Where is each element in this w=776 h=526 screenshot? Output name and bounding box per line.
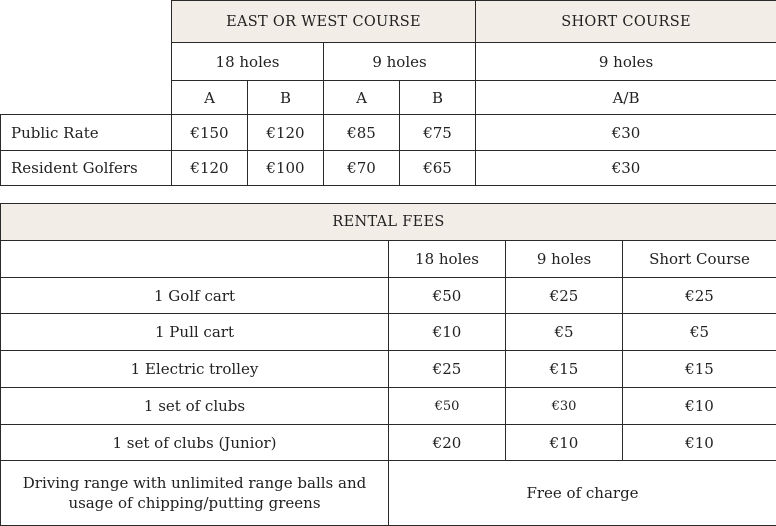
column-header-short-course: Short Course <box>623 241 776 278</box>
driving-range-line-1: Driving range with unlimited range balls and <box>22 474 367 492</box>
table-row <box>1 115 776 151</box>
price-cell: €25 <box>623 278 776 314</box>
price-cell: €120 <box>172 151 248 186</box>
row-label-public-rate: Public Rate <box>1 115 172 151</box>
price-cell: €10 <box>389 314 506 351</box>
price-cell: €10 <box>506 425 623 461</box>
price-cell: €25 <box>506 278 623 314</box>
price-cell: €15 <box>506 351 623 388</box>
price-cell: €120 <box>248 115 324 151</box>
table-row <box>1 151 776 186</box>
price-cell: €30 <box>476 115 776 151</box>
column-header-9-holes: 9 holes <box>506 241 623 278</box>
short-course-header: SHORT COURSE <box>476 1 776 43</box>
price-cell: €85 <box>324 115 400 151</box>
corner-blank <box>1 81 172 115</box>
green-fees-table <box>0 0 776 186</box>
row-label-electric-trolley: 1 Electric trolley <box>1 351 389 388</box>
price-cell: €5 <box>623 314 776 351</box>
price-cell: €75 <box>400 115 476 151</box>
row-label-resident-golfers: Resident Golfers <box>1 151 172 186</box>
row-label-pull-cart: 1 Pull cart <box>1 314 389 351</box>
price-cell: €25 <box>389 351 506 388</box>
table-row <box>1 351 776 388</box>
price-cell: €100 <box>248 151 324 186</box>
ew-18-holes-header: 18 holes <box>172 43 324 81</box>
column-header-18-holes: 18 holes <box>389 241 506 278</box>
empty-header-cell <box>1 241 389 278</box>
price-cell: €50 <box>389 388 506 425</box>
table-row <box>1 278 776 314</box>
table-row <box>1 425 776 461</box>
rental-fees-table <box>0 203 776 526</box>
ew-9-holes-header: 9 holes <box>324 43 476 81</box>
price-cell: €65 <box>400 151 476 186</box>
east-west-course-header: EAST OR WEST COURSE <box>172 1 476 43</box>
sub-header-b: B <box>248 81 324 115</box>
free-of-charge-cell: Free of charge <box>389 461 776 526</box>
corner-blank <box>1 1 172 43</box>
row-label-driving-range <box>1 461 389 526</box>
driving-range-line-2: usage of chipping/putting greens <box>68 494 321 512</box>
rental-fees-title: RENTAL FEES <box>1 204 776 241</box>
price-cell: €20 <box>389 425 506 461</box>
sub-header-a: A <box>172 81 248 115</box>
row-label-set-of-clubs-junior: 1 set of clubs (Junior) <box>1 425 389 461</box>
table-row <box>1 461 776 526</box>
price-cell: €5 <box>506 314 623 351</box>
table-row <box>1 314 776 351</box>
price-cell: €10 <box>623 388 776 425</box>
price-cell: €15 <box>623 351 776 388</box>
sub-header-ab: A/B <box>476 81 776 115</box>
short-9-holes-header: 9 holes <box>476 43 776 81</box>
price-cell: €150 <box>172 115 248 151</box>
row-label-golf-cart: 1 Golf cart <box>1 278 389 314</box>
sub-header-a: A <box>324 81 400 115</box>
price-cell: €30 <box>476 151 776 186</box>
sub-header-b: B <box>400 81 476 115</box>
price-cell: €10 <box>623 425 776 461</box>
table-row <box>1 388 776 425</box>
price-cell: €50 <box>389 278 506 314</box>
row-label-set-of-clubs: 1 set of clubs <box>1 388 389 425</box>
corner-blank <box>1 43 172 81</box>
price-cell: €30 <box>506 388 623 425</box>
price-cell: €70 <box>324 151 400 186</box>
